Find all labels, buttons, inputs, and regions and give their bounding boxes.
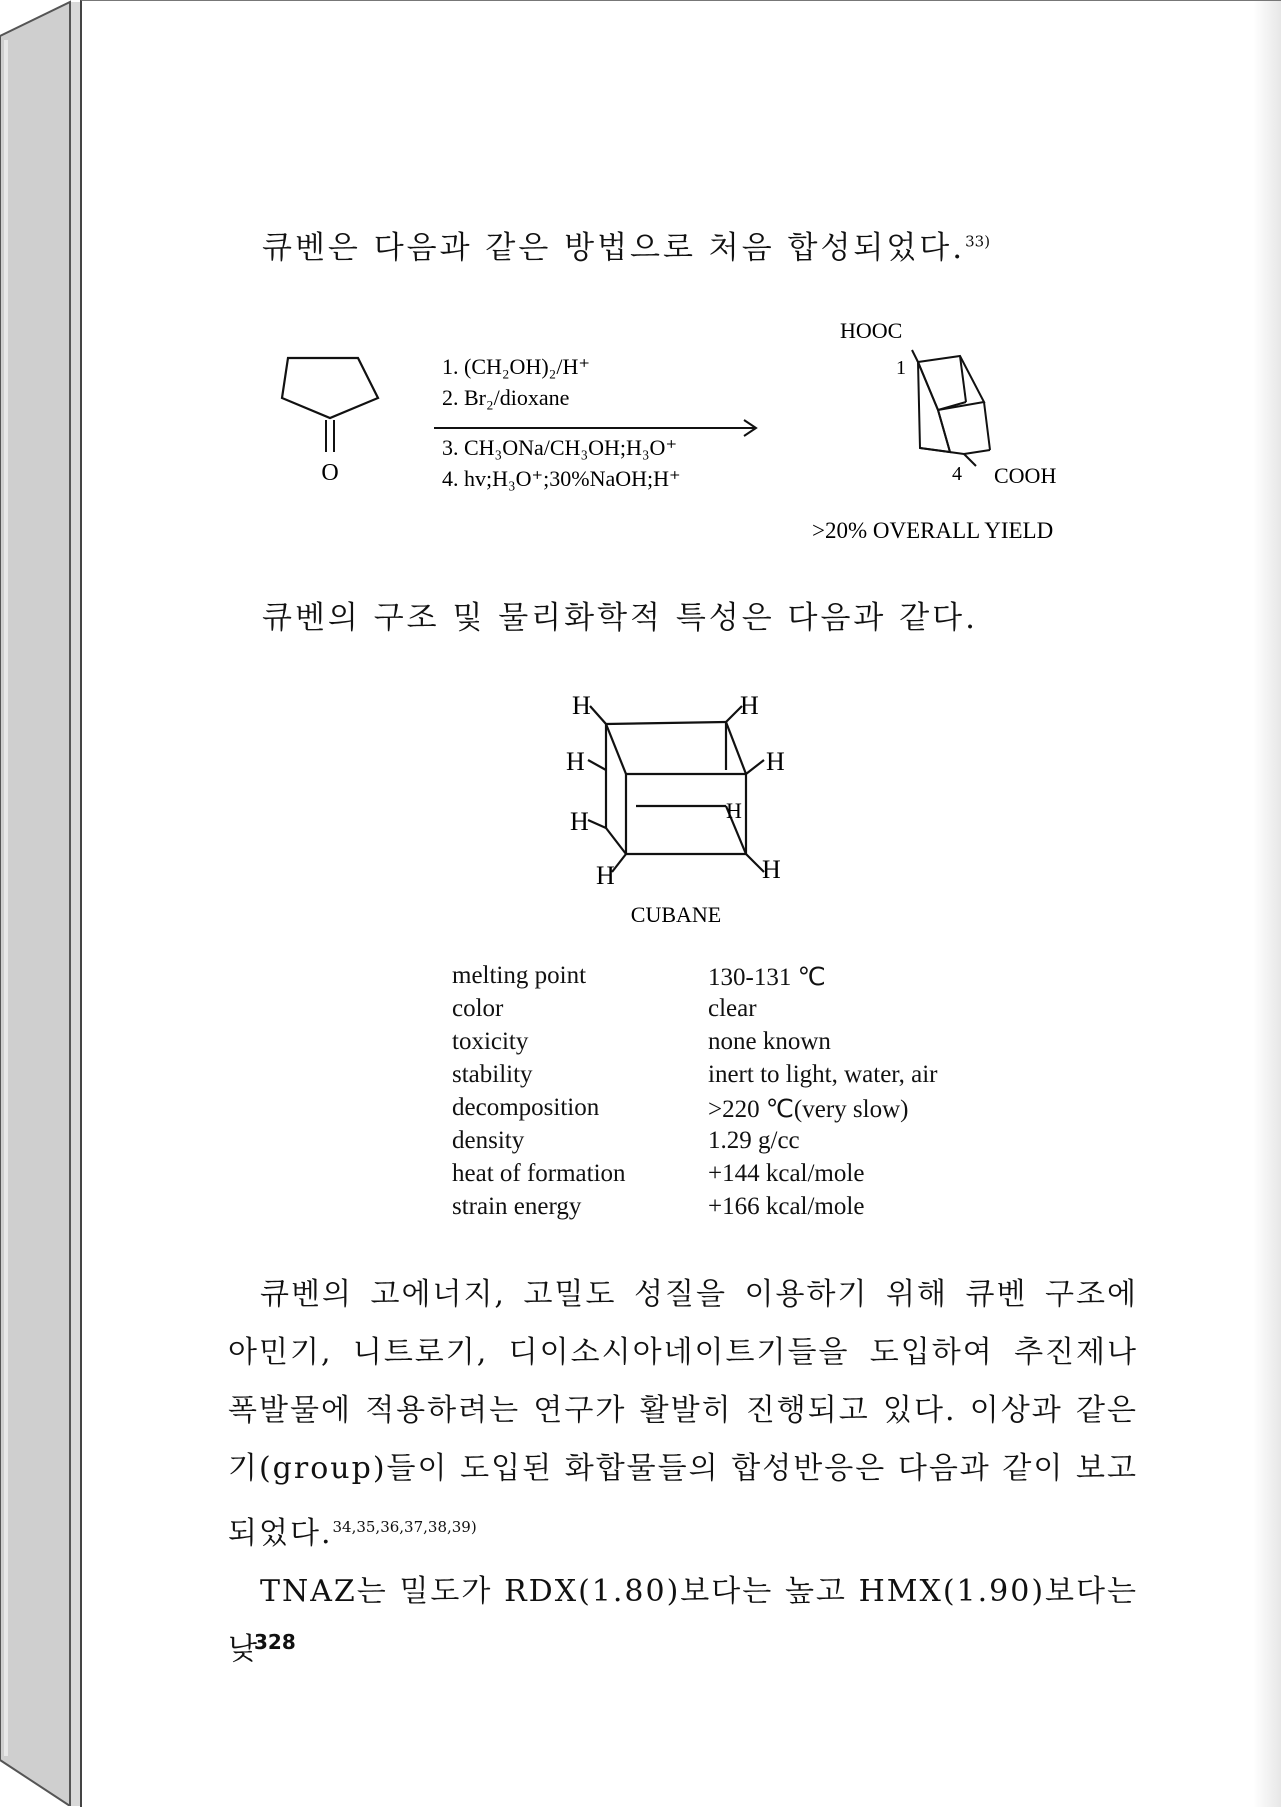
reaction-step-2: 2. Br₂/dioxane xyxy=(442,385,570,410)
cubane-structure xyxy=(550,678,800,928)
property-name: melting point xyxy=(452,962,587,989)
hydrogen-label: H xyxy=(726,798,742,823)
hydrogen-label: H xyxy=(740,691,759,720)
paragraph-1: 큐벤의 고에너지, 고밀도 성질을 이용하기 위해 큐벤 구조에 아민기, 니트로기, 디이소시아네이트기들을 도입하여 추진제나 폭발물에 적용하려는 연구가 활발히 진행되고 있다. 이상과 같은 기(group)들이 도입된 화합물들의 합성반응은 다음과 같이 보고 되었다.$^{34,35,36,37,38,39)}$ xyxy=(228,1277,1138,1551)
property-name: decomposition xyxy=(452,1094,600,1121)
page-number: 328 xyxy=(254,1630,296,1654)
paragraph-1-references: 34,35,36,37,38,39) xyxy=(332,1518,477,1536)
property-value: +144 kcal/mole xyxy=(708,1160,865,1187)
hydrogen-label: H xyxy=(596,861,615,890)
reaction-step-3: 3. CH₃ONa/CH₃OH;H₃O⁺ xyxy=(442,435,678,460)
locant-1: 1 xyxy=(896,357,906,379)
hydrogen-label: H xyxy=(570,807,589,836)
structure-sentence: 큐벤의 구조 및 물리화학적 특성은 다음과 같다. xyxy=(262,600,978,636)
reaction-scheme xyxy=(260,300,1120,560)
paragraph-2: TNAZ는 밀도가 RDX(1.80)보다는 높고 HMX(1.90)보다는 낮 xyxy=(228,1574,1138,1667)
property-value: none known xyxy=(708,1028,831,1055)
property-name: heat of formation xyxy=(452,1160,626,1187)
page-edge-shade xyxy=(1253,1,1281,1807)
product-group-top: HOOC xyxy=(840,318,903,343)
hydrogen-label: H xyxy=(766,747,785,776)
carbonyl-oxygen: O xyxy=(321,460,339,486)
property-name: toxicity xyxy=(452,1028,529,1055)
property-value: clear xyxy=(708,995,757,1022)
overall-yield: >20% OVERALL YIELD xyxy=(812,518,1054,543)
property-value: +166 kcal/mole xyxy=(708,1193,865,1220)
property-value: 1.29 g/cc xyxy=(708,1127,800,1154)
property-name: strain energy xyxy=(452,1193,582,1220)
cyclopentanone-ring xyxy=(282,358,378,418)
property-value: inert to light, water, air xyxy=(708,1061,938,1088)
locant-4: 4 xyxy=(952,463,962,485)
hydrogen-label: H xyxy=(762,855,781,884)
cubane-caption: CUBANE xyxy=(630,902,722,927)
book-spine xyxy=(0,0,82,1806)
property-name: density xyxy=(452,1127,525,1154)
intro-sentence: 큐벤은 다음과 같은 방법으로 처음 합성되었다.$^{33)}$ xyxy=(262,230,991,266)
property-value: >220 ℃(very slow) xyxy=(708,1096,909,1123)
property-name: color xyxy=(452,995,504,1022)
property-name: stability xyxy=(452,1061,533,1088)
reaction-step-4: 4. hv;H₃O⁺;30%NaOH;H⁺ xyxy=(442,466,681,491)
reaction-step-1: 1. (CH₂OH)₂/H⁺ xyxy=(442,354,590,379)
intro-reference: 33) xyxy=(965,232,991,251)
body-text xyxy=(228,1266,1138,1679)
product-group-bottom: COOH xyxy=(994,463,1057,488)
product-cube xyxy=(912,350,990,466)
hydrogen-label: H xyxy=(572,691,591,720)
hydrogen-label: H xyxy=(566,747,585,776)
property-value: 130-131 ℃ xyxy=(708,964,826,991)
